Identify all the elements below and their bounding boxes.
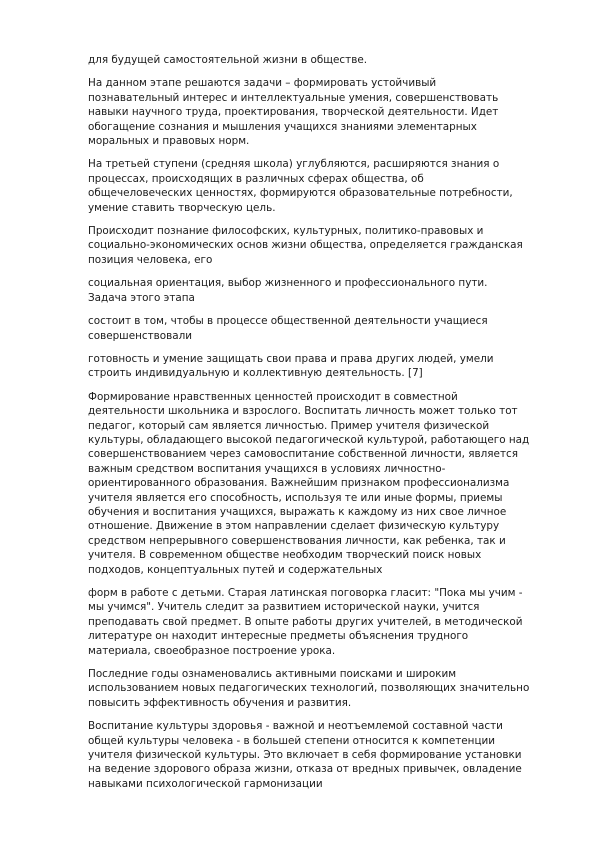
text-line: Последние годы ознаменовались активными поисками и широким [88, 668, 457, 681]
paragraph-9 [88, 586, 550, 658]
text-line: форм в работе с детьми. Старая латинская поговорка гласит: "Пока мы учим - [88, 587, 523, 599]
text-line: социальная ориентация, выбор жизненного и профессионального пути. [88, 277, 488, 290]
text-line: навыками психологической гармонизации [88, 777, 323, 790]
paragraph-4 [88, 224, 550, 267]
paragraph-8 [88, 390, 550, 577]
text-line: педагог, который сам является личностью. Пример учителя физической [88, 419, 490, 432]
text-line: познавательный интерес и интеллектуальные умения, совершенствовать [88, 91, 499, 104]
paragraph-5 [88, 276, 550, 305]
text-line: совершенствовали [88, 329, 193, 342]
text-line: Задача этого этапа [88, 291, 195, 304]
text-line: социально-экономических основ жизни общества, определяется гражданская [88, 239, 523, 252]
paragraph-10 [88, 667, 550, 710]
text-line: для будущей самостоятельной жизни в обществе. [88, 54, 368, 66]
text-line: литературе он находит интересные предметы объяснения трудного [88, 630, 469, 643]
text-line: состоит в том, чтобы в процессе общественной деятельности учащиеся [88, 315, 488, 328]
text-line: Воспитание культуры здоровья - важной и неотъемлемой составной части [88, 720, 503, 733]
paragraph-11 [88, 719, 550, 791]
paragraph-3 [88, 157, 550, 215]
text-line: материала, своеобразное построение урока. [88, 644, 336, 657]
text-line: Происходит познание философских, культурных, политико-правовых и [88, 225, 484, 238]
text-line: общей культуры человека - в большей степени относится к компетенции [88, 734, 496, 747]
paragraph-1 [88, 53, 550, 67]
text-line: учителя. В современном обществе необходим творческий поиск новых [88, 549, 482, 562]
text-line: важным средством воспитания учащихся в условиях личностно- [88, 462, 446, 475]
text-line: На данном этапе решаются задачи – формировать устойчивый [88, 77, 437, 90]
text-line: Формирование нравственных ценностей происходит в совместной [88, 390, 458, 403]
text-line: строить индивидуальную и коллективную деятельность. [7] [88, 367, 423, 380]
paragraph-6 [88, 314, 550, 343]
text-line: общечеловеческих ценностях, формируются образовательные потребности, [88, 187, 513, 200]
text-line: моральных и правовых норм. [88, 135, 250, 148]
text-line: учителя является его способность, используя те или иные формы, приемы [88, 491, 503, 504]
text-line: повысить эффективность обучения и развития. [88, 696, 352, 709]
text-line: средством непрерывного совершенствования личности, как ребенка, так и [88, 534, 506, 547]
text-line: позиция человека, его [88, 253, 213, 266]
text-line: ориентированного образования. Важнейшим признаком профессионализма [88, 477, 510, 490]
text-line: обучения и воспитания учащихся, выражать к каждому из них свое личное [88, 505, 507, 518]
text-line: готовность и умение защищать свои права и права других людей, умели [88, 352, 494, 365]
text-line: совершенствованием через самовоспитание собственной личности, является [88, 448, 518, 461]
text-line: навыки научного труда, проектирования, творческой деятельности. Идет [88, 106, 499, 119]
text-line: подходов, концептуальных путей и содержательных [88, 563, 383, 576]
text-line: На третьей ступени (средняя школа) углубляются, расширяются знания о [88, 158, 500, 171]
text-line: использованием новых педагогических технологий, позволяющих значительно [88, 682, 530, 695]
text-line: мы учимся". Учитель следит за развитием исторической науки, учится [88, 601, 480, 614]
text-line: деятельности школьника и взрослого. Воспитать личность может только тот [88, 405, 518, 418]
paragraph-2 [88, 76, 550, 148]
text-line: процессах, происходящих в различных сферах общества, об [88, 172, 424, 185]
text-line: учителя физической культуры. Это включает в себя формирование установки [88, 749, 522, 762]
text-line: на ведение здорового образа жизни, отказа от вредных привычек, овладение [88, 763, 522, 776]
text-line: отношение. Движение в этом направлении сделает физическую культуру [88, 520, 500, 533]
document-page [88, 53, 550, 800]
text-line: культуры, обладающего высокой педагогической культурой, работающего над [88, 433, 530, 446]
text-line: преподавать свой предмет. В опыте работы других учителей, в методической [88, 615, 523, 628]
paragraph-7 [88, 352, 550, 381]
text-line: умение ставить творческую цель. [88, 201, 276, 214]
text-line: обогащение сознания и мышления учащихся знаниями элементарных [88, 120, 477, 133]
